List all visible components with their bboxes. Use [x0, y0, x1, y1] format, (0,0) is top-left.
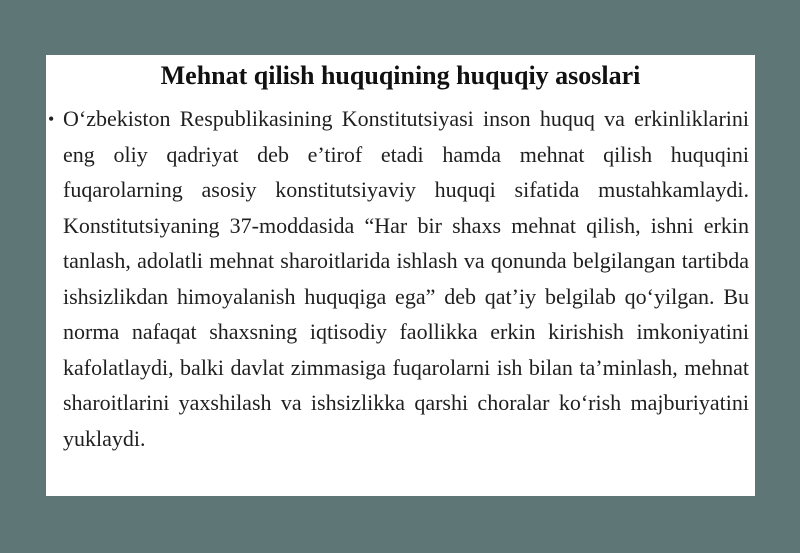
bullet-marker: • [48, 109, 55, 129]
body-paragraph: O‘zbekiston Respublikasining Konstitutsiyasi inson huquq va erkinliklarini eng oliy qadriyat deb e’tirof etadi hamda mehnat qilish huquqini fuqarolarning asosiy konstitutsiyaviy huquqi sifatida mustahkamlaydi. Konstitutsiyaning 37-moddasida “Har bir shaxs mehnat qilish, ishni erkin tanlash, adolatli mehnat sharoitlarida ishlash va qonunda belgilangan tartibda ishsizlikdan himoyalanish huquqiga ega” deb qat’iy belgilab qo‘yilgan. Bu norma nafaqat shaxsning iqtisodiy faollikka erkin kirishish imkoniyatini kafolatlaydi, balki davlat zimmasiga fuqarolarni ish bilan ta’minlash, mehnat sharoitlarini yaxshilash va ishsizlikka qarshi choralar ko‘rish majburiyatini yuklaydi. [63, 106, 749, 451]
slide-title: Mehnat qilish huquqining huquqiy asoslari [160, 61, 641, 90]
slide-panel [46, 55, 755, 496]
